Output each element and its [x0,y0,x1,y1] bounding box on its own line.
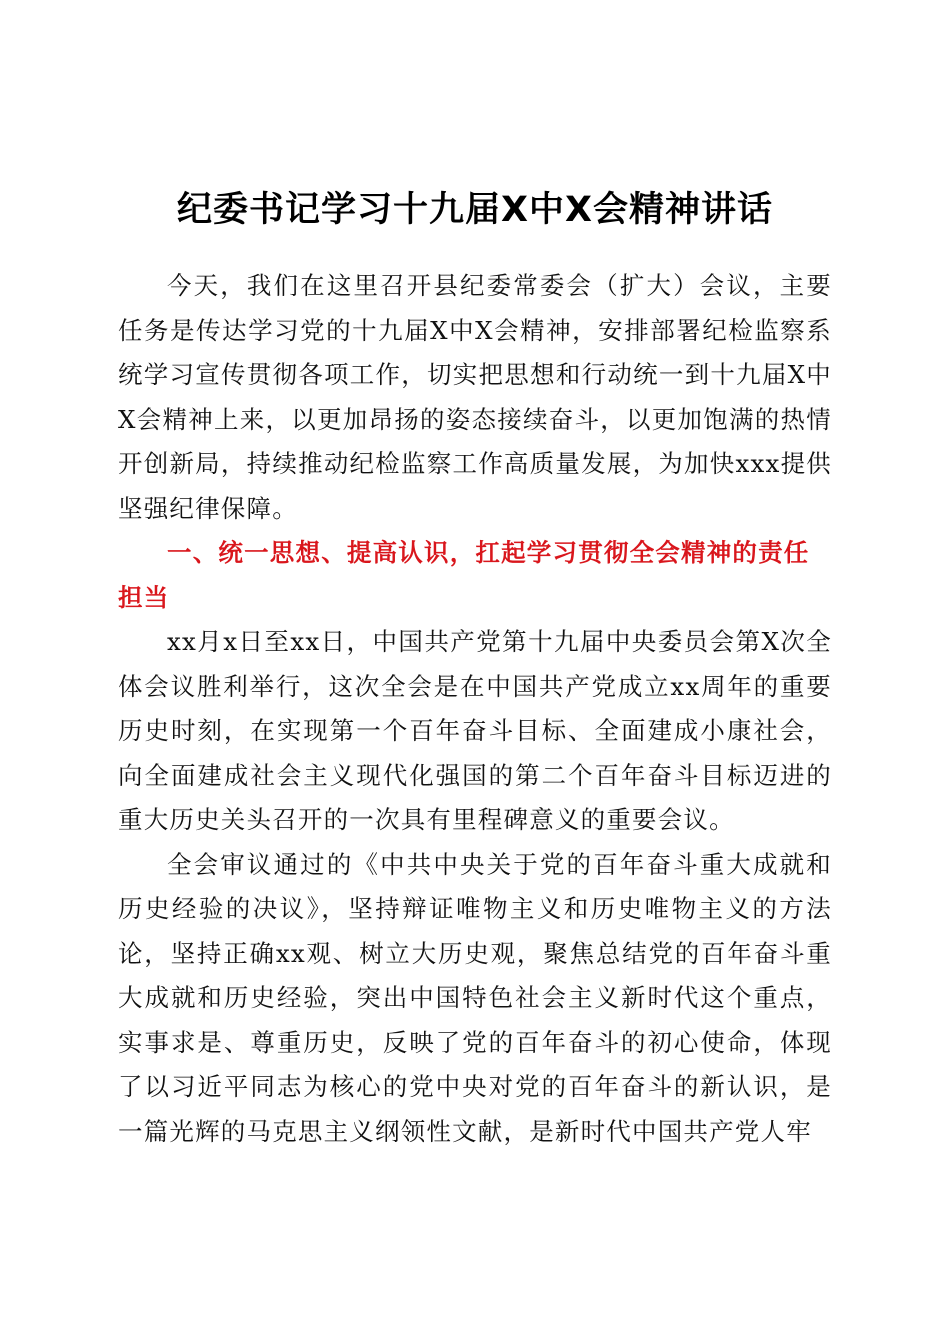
paragraph-intro: 今天，我们在这里召开县纪委常委会（扩大）会议，主要任务是传达学习党的十九届X中X会精神，安排部署纪检监察系统学习宣传贯彻各项工作，切实把思想和行动统一到十九届X中X会精神上来，以更加昂扬的姿态接续奋斗，以更加饱满的热情开创新局，持续推动纪检监察工作高质量发展，为加快xxx提供坚强纪律保障。 [118,271,832,523]
paragraph-resolution: 全会审议通过的《中共中央关于党的百年奋斗重大成就和历史经验的决议》，坚持辩证唯物主义和历史唯物主义的方法论，坚持正确xx观、树立大历史观，聚焦总结党的百年奋斗重大成就和历史经验，突出中国特色社会主义新时代这个重点，实事求是、尊重历史，反映了党的百年奋斗的初心使命，体现了以习近平同志为核心的党中央对党的百年奋斗的新认识，是一篇光辉的马克思主义纲领性文献，是新时代中国共产党人牢 [118,849,832,1146]
section-heading-1: 一、统一思想、提高认识，扛起学习贯彻全会精神的责任担当 [118,538,810,612]
paragraph-plenum-meeting: xx月x日至xx日，中国共产党第十九届中央委员会第X次全体会议胜利举行，这次全会是在中国共产党成立xx周年的重要历史时刻，在实现第一个百年奋斗目标、全面建成小康社会，向全面建成社会主义现代化强国的第二个百年奋斗目标迈进的重大历史关头召开的一次具有里程碑意义的重要会议。 [118,627,832,834]
document-body [118,264,832,1154]
document-title: 纪委书记学习十九届X中X会精神讲话 [177,190,773,230]
